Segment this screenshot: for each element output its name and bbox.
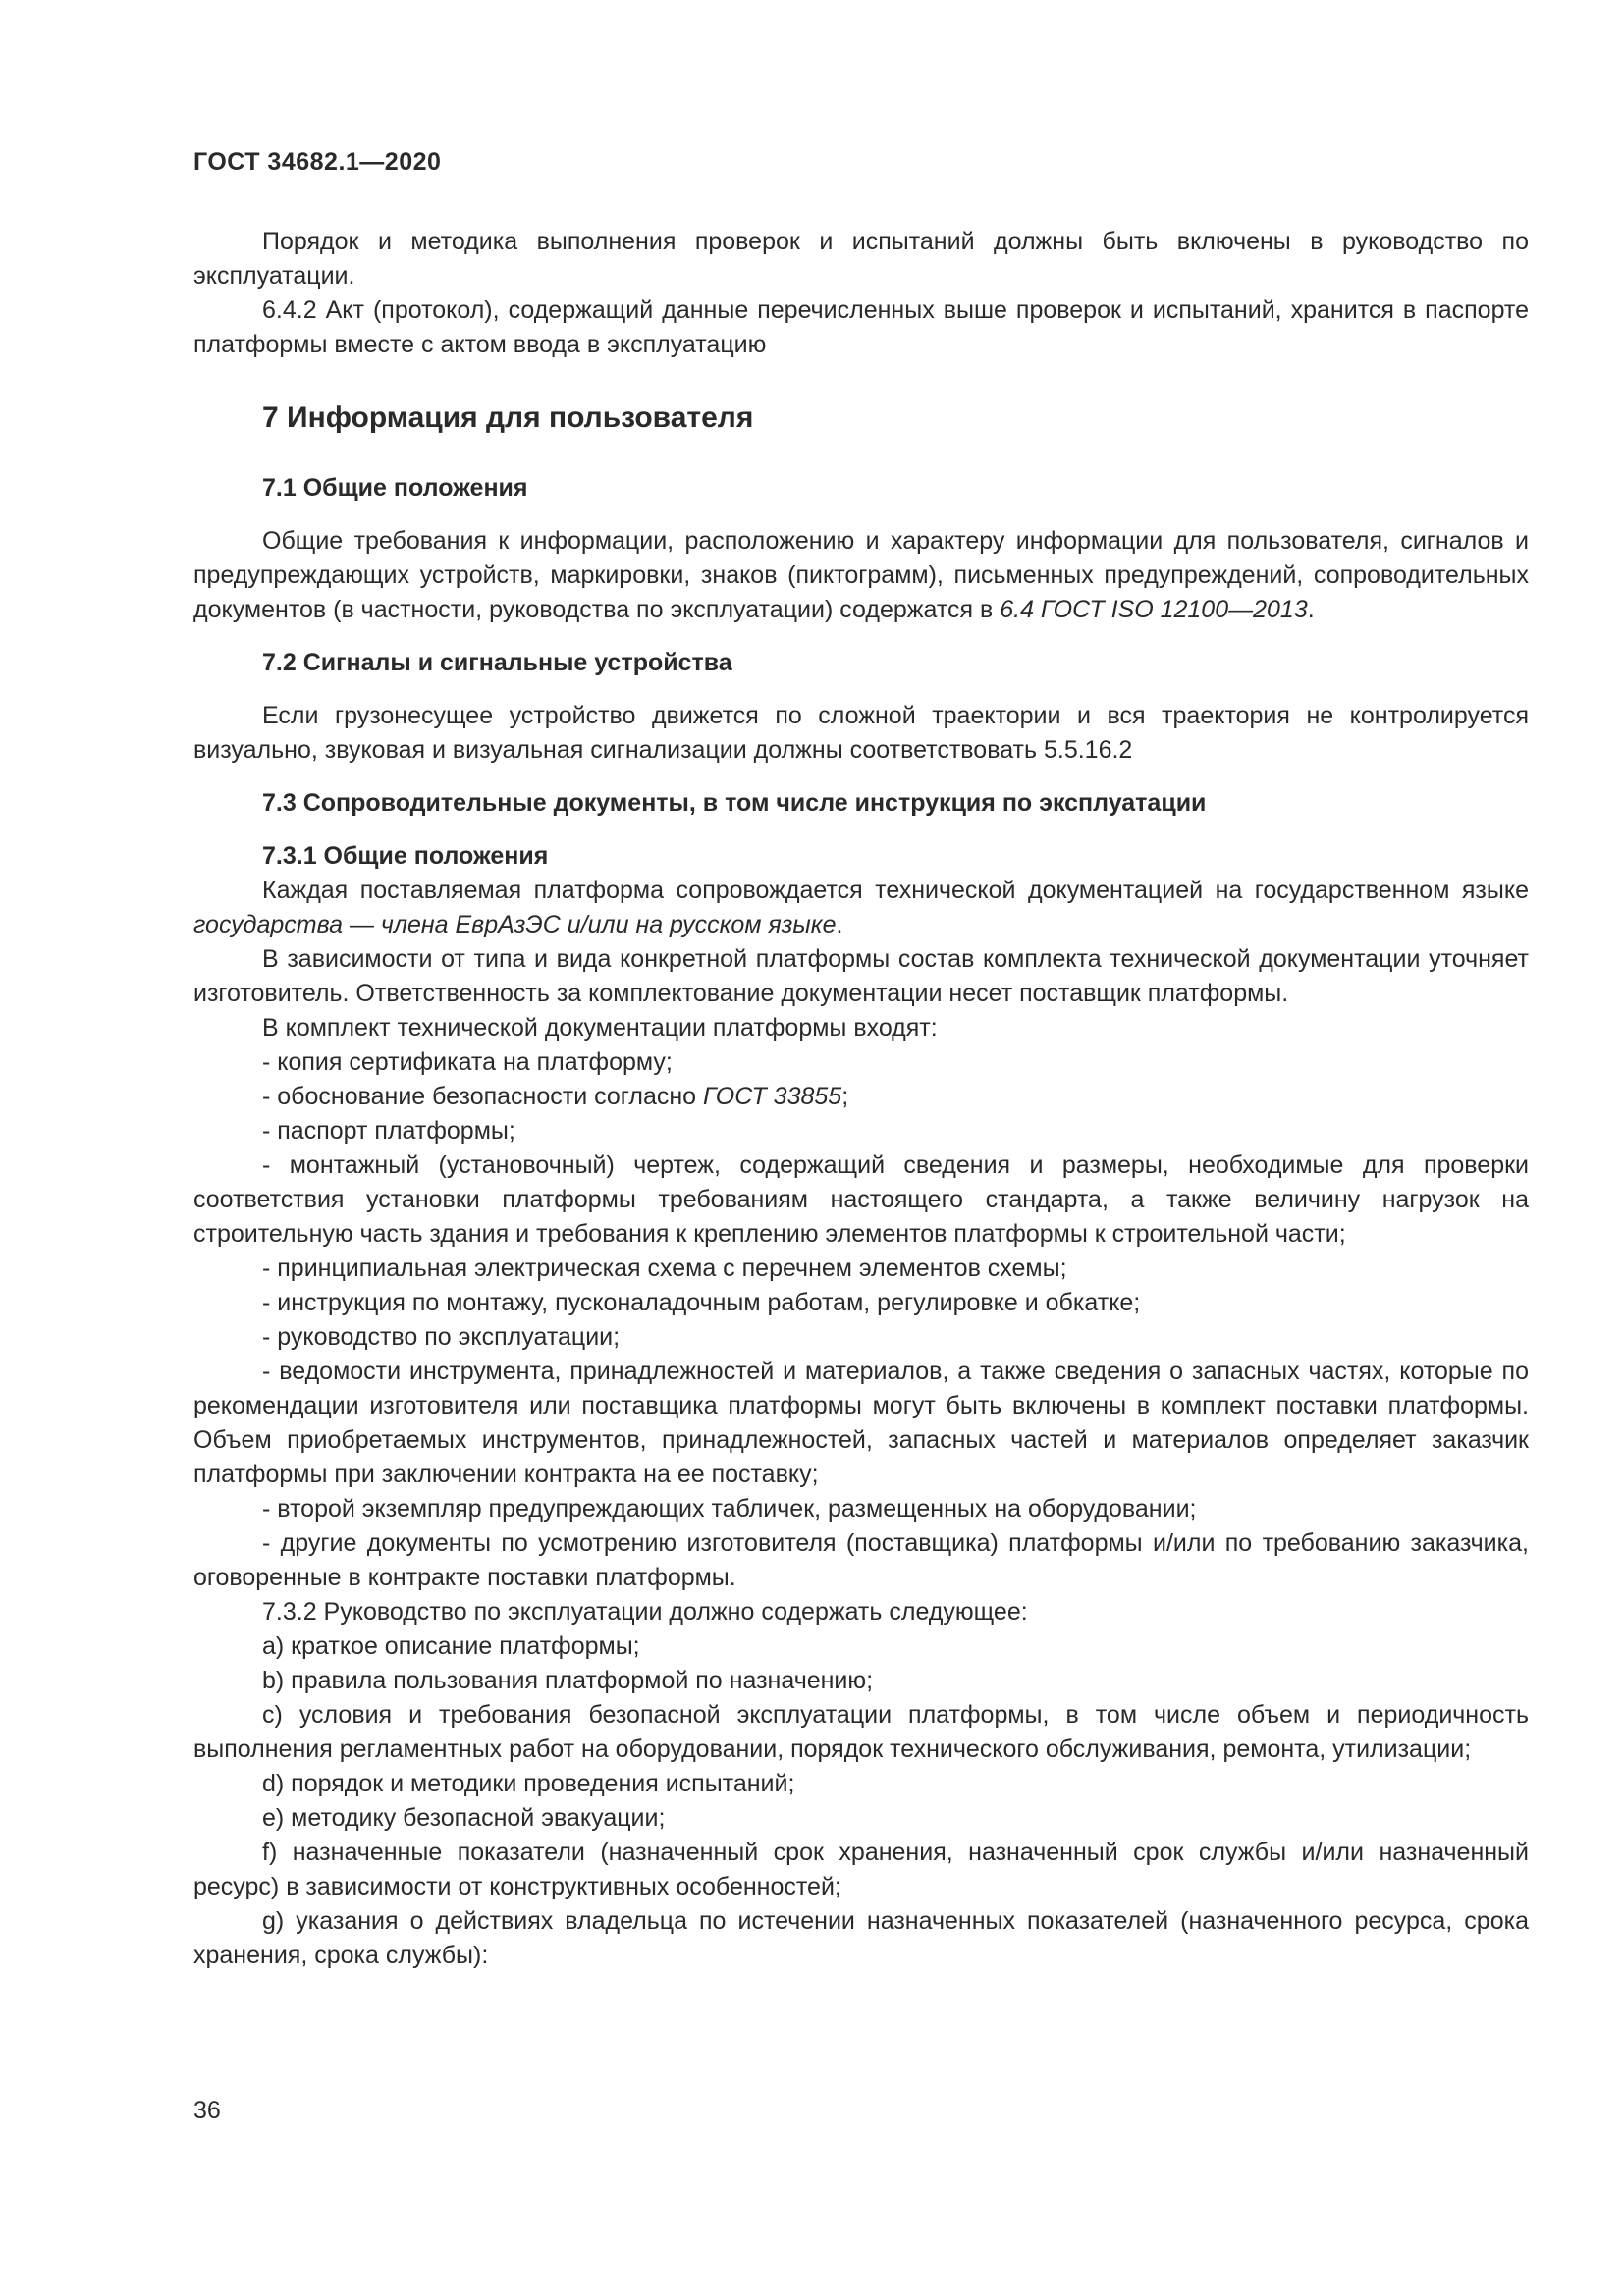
- list-item-text: - обоснование безопасности согласно: [262, 1083, 704, 1110]
- paragraph-7-1-text: Общие требования к информации, расположению и характеру информации для пользователя, сигналов и предупреждающих устройств, маркировки, знаков (пиктограмм), письменных предупреждений, сопроводительных документов (в частности, руководства по эксплуатации) содержатся в: [193, 527, 1529, 623]
- list-item: - второй экземпляр предупреждающих табличек, размещенных на оборудовании;: [262, 1495, 1197, 1522]
- list-item: - принципиальная электрическая схема с перечнем элементов схемы;: [262, 1255, 1067, 1282]
- document-body: [193, 225, 1529, 1973]
- list-item: f) назначенные показатели (назначенный срок хранения, назначенный срок службы и/или назначенный ресурс) в зависимости от конструктивных особенностей;: [193, 1839, 1529, 1900]
- paragraph-7-3-1-a-end: .: [836, 911, 843, 938]
- section-7-heading: 7 Информация для пользователя: [262, 401, 754, 434]
- paragraph-7-1-end: .: [1307, 596, 1315, 623]
- section-7-2-heading: 7.2 Сигналы и сигнальные устройства: [262, 649, 732, 676]
- list-item: c) условия и требования безопасной эксплуатации платформы, в том числе объем и периодичность выполнения регламентных работ на оборудовании, порядок технического обслуживания, ремонта, утилизации;: [193, 1701, 1529, 1763]
- paragraph-7-3-2: 7.3.2 Руководство по эксплуатации должно содержать следующее:: [262, 1598, 1028, 1626]
- section-7-1-heading: 7.1 Общие положения: [262, 474, 528, 502]
- paragraph-7-1: [193, 524, 1529, 627]
- list-item: - копия сертификата на платформу;: [262, 1048, 673, 1076]
- list-item: - руководство по эксплуатации;: [262, 1323, 621, 1351]
- list-item-end: ;: [841, 1083, 849, 1110]
- section-7-3-heading: 7.3 Сопроводительные документы, в том числе инструкция по эксплуатации: [262, 789, 1207, 817]
- list-item: a) краткое описание платформы;: [262, 1632, 640, 1660]
- paragraph-7-3-1-b: В зависимости от типа и вида конкретной платформы состав комплекта технической документации уточняет изготовитель. Ответственность за комплектование документации несет поставщик платформы.: [193, 945, 1529, 1007]
- paragraph-7-2: Если грузонесущее устройство движется по сложной траектории и вся траектория не контролируется визуально, звуковая и визуальная сигнализации должны соответствовать 5.5.16.2: [193, 702, 1529, 764]
- list-item: g) указания о действиях владельца по истечении назначенных показателей (назначенного ресурса, срока хранения, срока службы):: [193, 1907, 1529, 1969]
- list-item: - инструкция по монтажу, пусконаладочным работам, регулировке и обкатке;: [262, 1289, 1141, 1316]
- list-item: - ведомости инструмента, принадлежностей и материалов, а также сведения о запасных частях, которые по рекомендации изготовителя или поставщика платформы могут быть включены в комплект поставки платформы. Объем приобретаемых инструментов, принадлежностей, запасных частей и материалов определяет заказчик платформы при заключении контракта на ее поставку;: [193, 1358, 1529, 1488]
- list-item: b) правила пользования платформой по назначению;: [262, 1667, 874, 1694]
- list-item: - паспорт платформы;: [262, 1117, 515, 1145]
- reference-gost-33855: ГОСТ 33855: [703, 1083, 842, 1110]
- list-item: - монтажный (установочный) чертеж, содержащий сведения и размеры, необходимые для проверки соответствия установки платформы требованиям настоящего стандарта, а также величину нагрузок на строительную часть здания и требования к креплению элементов платформы к строительной части;: [193, 1151, 1529, 1248]
- document-header: ГОСТ 34682.1—2020: [193, 148, 442, 176]
- list-item: - другие документы по усмотрению изготовителя (поставщика) платформы и/или по требованию заказчика, оговоренные в контракте поставки платформы.: [193, 1529, 1529, 1591]
- list-item: e) методику безопасной эвакуации;: [262, 1804, 666, 1832]
- paragraph-7-3-1-a-italic: государства — члена ЕврАзЭС и/или на русском языке: [193, 911, 837, 938]
- page-number: 36: [193, 2097, 221, 2124]
- reference-iso-12100: 6.4 ГОСТ ISO 12100—2013: [1000, 596, 1308, 623]
- paragraph-6-4-2: 6.4.2 Акт (протокол), содержащий данные перечисленных выше проверок и испытаний, хранится в паспорте платформы вместе с актом ввода в эксплуатацию: [193, 296, 1529, 358]
- section-7-3-1-heading: 7.3.1 Общие положения: [262, 842, 549, 870]
- paragraph-7-3-1-c: В комплект технической документации платформы входят:: [262, 1014, 938, 1041]
- list-item: d) порядок и методики проведения испытаний;: [262, 1770, 795, 1797]
- paragraph-intro: Порядок и методика выполнения проверок и испытаний должны быть включены в руководство по эксплуатации.: [193, 228, 1529, 290]
- paragraph-7-3-1-a: [193, 874, 1529, 942]
- list-item: [193, 1080, 1529, 1114]
- paragraph-7-3-1-a-text: Каждая поставляемая платформа сопровождается технической документацией на государственном языке: [262, 877, 1529, 904]
